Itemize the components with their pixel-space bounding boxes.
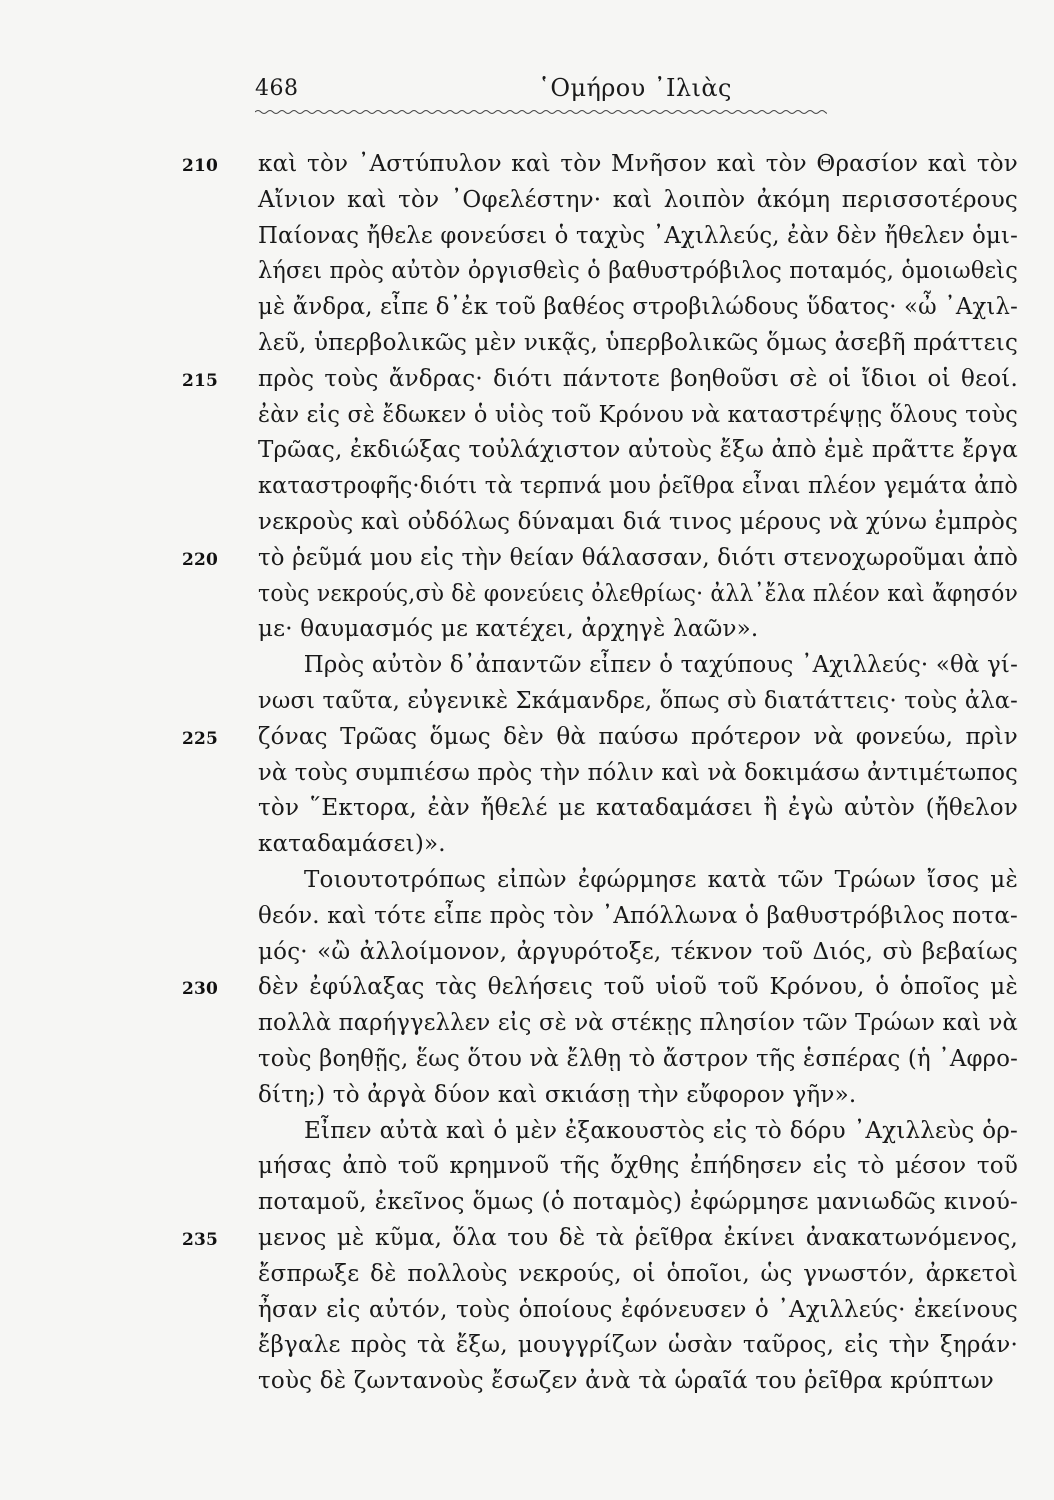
line-text: μενος μὲ κῦμα, ὅλα του δὲ τὰ ῥεῖθρα ἐκίνει ἀνακατωνόμενος, xyxy=(258,1224,1018,1251)
line-text: ἐὰν εἰς σὲ ἔδωκεν ὁ υἱὸς τοῦ Κρόνου νὰ καταστρέψῃς ὅλους τοὺς xyxy=(258,401,1018,428)
line-text: νωσι ταῦτα, εὐγενικὲ Σκάμανδρε, ὅπως σὺ διατάττεις· τοὺς ἀλα- xyxy=(258,687,1018,714)
line-text: τοὺς βοηθῇς, ἕως ὅτου νὰ ἔλθῃ τὸ ἄστρον τῆς ἑσπέρας (ἡ ᾿Αφρο- xyxy=(258,1045,1018,1072)
text-line xyxy=(182,147,1048,183)
line-number: 235 xyxy=(182,1229,219,1250)
text-line xyxy=(258,577,1048,613)
text-line xyxy=(258,684,1048,720)
running-title: ῾Ομήρου ᾿Ιλιὰς xyxy=(538,74,732,102)
line-text: λεῦ, ὑπερβολικῶς μὲν νικᾷς, ὑπερβολικῶς ὅμως ἀσεβῆ πράττεις xyxy=(258,329,1018,356)
line-text: νὰ τοὺς συμπιέσω πρὸς τὴν πόλιν καὶ νὰ δοκιμάσω ἀντιμέτωπος xyxy=(258,759,1018,786)
text-line xyxy=(258,935,1048,971)
text-line xyxy=(258,863,1048,899)
text-line xyxy=(182,970,1048,1006)
text-line xyxy=(258,183,1048,219)
text-line xyxy=(258,505,1048,541)
text-line xyxy=(182,362,1048,398)
line-text: δίτη;) τὸ ἀργὰ δύον καὶ σκιάσῃ τὴν εὔφορον γῆν». xyxy=(258,1081,857,1108)
text-line xyxy=(258,1185,1048,1221)
text-line xyxy=(258,648,1048,684)
text-line xyxy=(258,1293,1048,1329)
text-line xyxy=(258,254,1048,290)
text-line xyxy=(258,433,1048,469)
line-number: 215 xyxy=(182,370,219,391)
text-line xyxy=(258,791,1048,827)
line-number: 210 xyxy=(182,156,219,176)
line-text: λήσει πρὸς αὐτὸν ὀργισθεὶς ὁ βαθυστρόβιλος ποταμός, ὁμοιωθεὶς xyxy=(258,258,1018,285)
line-text: νεκροὺς καὶ οὐδόλως δύναμαι διά τινος μέρους νὰ χύνω ἐμπρὸς xyxy=(258,508,1018,535)
line-text: τὸν ῞Εκτορα, ἐὰν ἤθελέ με καταδαμάσει ἢ ἐγὼ αὐτὸν (ἤθελον xyxy=(258,795,1018,822)
text-line xyxy=(258,1328,1048,1364)
text-line xyxy=(258,469,1048,505)
line-text: με· θαυμασμός με κατέχει, ἀρχηγὲ λαῶν». xyxy=(258,616,759,643)
line-text: καταστροφῆς·διότι τὰ τερπνά μου ῥεῖθρα εἶναι πλέον γεμάτα ἀπὸ xyxy=(258,473,1018,500)
page-header xyxy=(255,68,815,108)
line-text: Τοιουτοτρόπως εἰπὼν ἐφώρμησε κατὰ τῶν Τρώων ἴσος μὲ xyxy=(304,866,1018,893)
text-line xyxy=(182,1221,1048,1257)
text-line xyxy=(258,398,1048,434)
line-number: 225 xyxy=(182,728,219,749)
line-text: ἔβγαλε πρὸς τὰ ἔξω, μουγγρίζων ὡσὰν ταῦρος, εἰς τὴν ξηράν· xyxy=(258,1332,1018,1359)
line-text: μός· «ὢ ἀλλοίμονον, ἀργυρότοξε, τέκνον τοῦ Διός, σὺ βεβαίως xyxy=(258,938,1018,965)
text-line xyxy=(258,219,1048,255)
line-text: τοὺς δὲ ζωντανοὺς ἔσωζεν ἀνὰ τὰ ὡραῖά του ῥεῖθρα κρύπτων xyxy=(258,1368,994,1395)
line-text: μήσας ἀπὸ τοῦ κρημνοῦ τῆς ὄχθης ἐπήδησεν εἰς τὸ μέσον τοῦ xyxy=(258,1153,1018,1180)
line-text: ἦσαν εἰς αὐτόν, τοὺς ὁποίους ἐφόνευσεν ὁ ᾿Αχιλλεύς· ἐκείνους xyxy=(258,1296,1018,1323)
text-line xyxy=(182,541,1048,577)
text-line xyxy=(258,827,1048,863)
line-text: τοὺς νεκρούς,σὺ δὲ φονεύεις ὀλεθρίως· ἀλλ᾿ἔλα πλέον καὶ ἄφησόν xyxy=(258,580,1018,607)
text-line xyxy=(258,1006,1048,1042)
line-text: πολλὰ παρήγγελλεν εἰς σὲ νὰ στέκῃς πλησίον τῶν Τρώων καὶ νὰ xyxy=(258,1010,1018,1037)
text-line xyxy=(258,1114,1048,1150)
line-text: Εἶπεν αὐτὰ καὶ ὁ μὲν ἐξακουστὸς εἰς τὸ δόρυ ᾿Αχιλλεὺς ὁρ- xyxy=(304,1117,1018,1144)
line-text: ποταμοῦ, ἐκεῖνος ὅμως (ὁ ποταμὸς) ἐφώρμησε μανιωδῶς κινού- xyxy=(258,1189,1018,1216)
line-text: Αἴνιον καὶ τὸν ᾿Οφελέστην· καὶ λοιπὸν ἀκόμη περισσοτέρους xyxy=(258,186,1018,213)
line-text: καὶ τὸν ᾿Αστύπυλον καὶ τὸν Μνῆσον καὶ τὸν Θρασίον καὶ τὸν xyxy=(258,151,1018,177)
line-text: Τρῶας, ἐκδιώξας τοὐλάχιστον αὐτοὺς ἔξω ἀπὸ ἐμὲ πρᾶττε ἔργα xyxy=(258,437,1018,464)
line-text: μὲ ἄνδρα, εἶπε δ᾿ἐκ τοῦ βαθέος στροβιλώδους ὕδατος· «ὦ ᾿Αχιλ- xyxy=(258,294,1018,321)
text-line xyxy=(258,290,1048,326)
text-line xyxy=(258,899,1048,935)
wavy-rule-divider xyxy=(255,107,827,117)
text-line xyxy=(258,1149,1048,1185)
text-line xyxy=(258,612,1048,648)
text-line xyxy=(258,326,1048,362)
page-number: 468 xyxy=(255,76,299,101)
body-text xyxy=(182,147,1048,1400)
line-text: ζόνας Τρῶας ὅμως δὲν θὰ παύσω πρότερον νὰ φονεύω, πρὶν xyxy=(258,723,1018,750)
line-text: πρὸς τοὺς ἄνδρας· διότι πάντοτε βοηθοῦσι σὲ οἱ ἴδιοι οἱ θεοί. xyxy=(258,365,1018,392)
text-line xyxy=(258,1078,1048,1114)
text-line xyxy=(258,1042,1048,1078)
text-line xyxy=(182,720,1048,756)
line-text: τὸ ῥεῦμά μου εἰς τὴν θείαν θάλασσαν, διότι στενοχωροῦμαι ἀπὸ xyxy=(258,544,1018,571)
text-line xyxy=(258,1364,1048,1400)
line-text: καταδαμάσει)». xyxy=(258,831,446,858)
text-line xyxy=(258,1257,1048,1293)
line-text: θεόν. καὶ τότε εἶπε πρὸς τὸν ᾿Απόλλωνα ὁ βαθυστρόβιλος ποτα- xyxy=(258,902,1018,929)
line-text: ἔσπρωξε δὲ πολλοὺς νεκρούς, οἱ ὁποῖοι, ὡς γνωστόν, ἀρκετοὶ xyxy=(258,1260,1018,1287)
line-text: Παίονας ἤθελε φονεύσει ὁ ταχὺς ᾿Αχιλλεύς, ἐὰν δὲν ἤθελεν ὁμι- xyxy=(258,222,1018,249)
line-text: Πρὸς αὐτὸν δ᾿ἀπαντῶν εἶπεν ὁ ταχύπους ᾿Αχιλλεύς· «θὰ γί- xyxy=(303,652,1018,679)
line-number: 230 xyxy=(182,979,219,1000)
text-line xyxy=(258,756,1048,792)
header-rule xyxy=(255,107,827,117)
line-text: δὲν ἐφύλαξας τὰς θελήσεις τοῦ υἱοῦ τοῦ Κρόνου, ὁ ὁποῖος μὲ xyxy=(258,974,1018,1001)
line-number: 220 xyxy=(182,549,219,570)
